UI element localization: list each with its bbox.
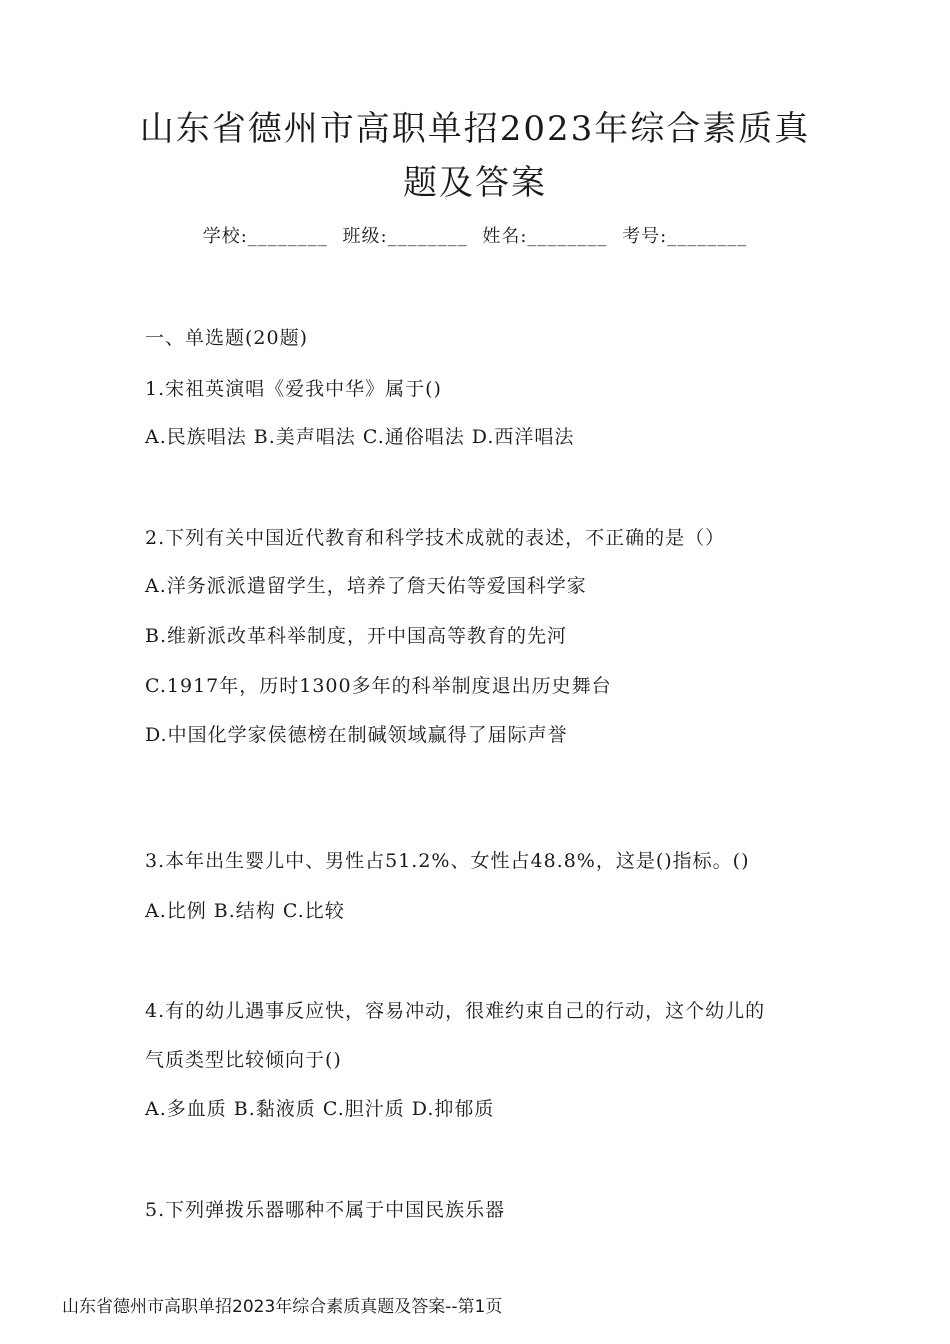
question-4-stem-line-2: 气质类型比较倾向于() — [145, 1049, 342, 1071]
title-line-2: 题及答案 — [403, 163, 547, 203]
page-footer: 山东省德州市高职单招2023年综合素质真题及答案--第1页 — [62, 1297, 503, 1317]
question-2-option-a: A.洋务派派遣留学生，培养了詹天佑等爱国科学家 — [145, 575, 587, 597]
question-4-options: A.多血质 B.黏液质 C.胆汁质 D.抑郁质 — [145, 1098, 495, 1120]
question-3-options: A.比例 B.结构 C.比较 — [145, 900, 345, 922]
question-3-stem: 3.本年出生婴儿中、男性占51.2%、女性占48.8%，这是()指标。() — [145, 850, 750, 872]
question-5-stem: 5.下列弹拨乐器哪种不属于中国民族乐器 — [145, 1199, 506, 1221]
question-2-option-c: C.1917年，历时1300多年的科举制度退出历史舞台 — [145, 675, 612, 697]
question-1-stem: 1.宋祖英演唱《爱我中华》属于() — [145, 378, 442, 400]
title-line-1: 山东省德州市高职单招2023年综合素质真 — [139, 109, 811, 149]
question-2-option-d: D.中国化学家侯德榜在制碱领域赢得了届际声誉 — [145, 724, 568, 746]
exam-number-field: 考号:________ — [622, 226, 748, 247]
question-1-options: A.民族唱法 B.美声唱法 C.通俗唱法 D.西洋唱法 — [145, 426, 575, 448]
question-4-stem-line-1: 4.有的幼儿遇事反应快，容易冲动，很难约束自己的行动，这个幼儿的 — [145, 1000, 766, 1022]
question-2-option-b: B.维新派改革科举制度，开中国高等教育的先河 — [145, 625, 568, 647]
name-field: 姓名:________ — [482, 226, 608, 247]
section-heading: 一、单选题(20题) — [145, 327, 309, 349]
school-field: 学校:________ — [202, 226, 328, 247]
question-2-stem: 2.下列有关中国近代教育和科学技术成就的表述，不正确的是（） — [145, 527, 726, 549]
class-field: 班级:________ — [342, 226, 468, 247]
student-info-row — [0, 222, 950, 248]
document-title — [120, 102, 830, 210]
